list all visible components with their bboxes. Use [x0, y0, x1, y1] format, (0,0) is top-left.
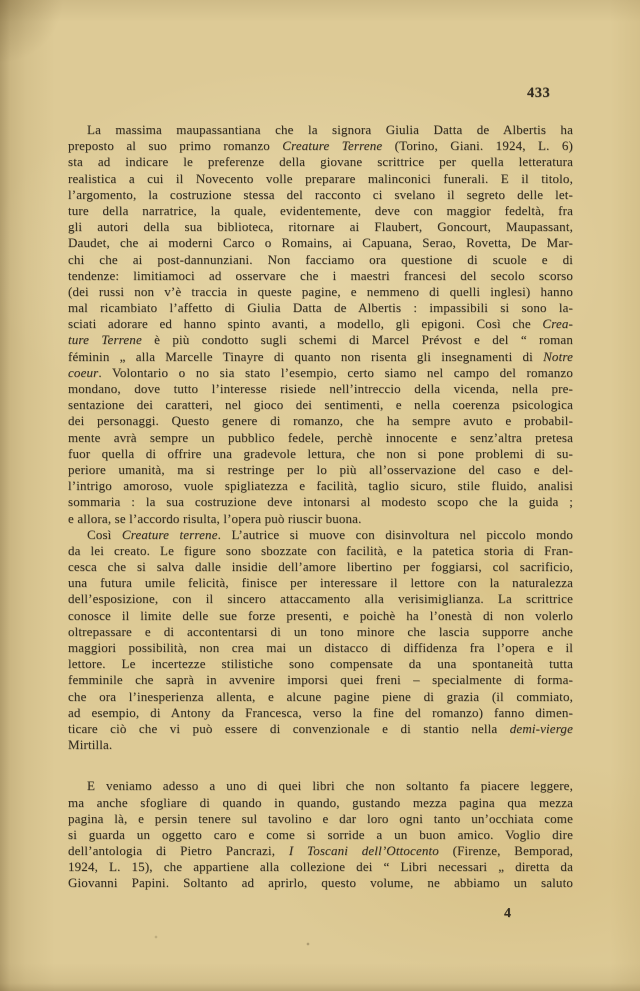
- text-run: Giovanni Papini. Soltanto ad aprirlo, questo volume, ne abbiamo un saluto: [68, 875, 573, 891]
- text-run: femminile che saprà in avvenire imporsi quei freni – specialmente di forma-: [68, 672, 573, 688]
- text-run: pagina là, e persin tenere sul tavolino e dar loro ogni tanto un’occhiata come: [68, 810, 573, 826]
- text-run: sta ad indicare le preferenze della giovane scrittrice per quella letteratura: [68, 154, 573, 170]
- paragraph: [68, 122, 573, 527]
- text-line: [68, 462, 573, 478]
- text-run: ture della narratrice, la quale, evidentemente, deve con maggior fedeltà, fra: [68, 202, 573, 218]
- text-line: [68, 511, 573, 527]
- text-line: [68, 875, 573, 891]
- text-run: che ora l’inesperienza allenta, e alcune pagine piene di grazia (il commiato,: [68, 688, 573, 704]
- text-line: [68, 656, 573, 672]
- text-run: . L’autrice si muove con disinvoltura nel piccolo mondo: [217, 526, 574, 542]
- text-line: [68, 843, 573, 859]
- text-line: [68, 624, 573, 640]
- text-run: Così: [87, 526, 122, 542]
- text-line: [68, 349, 573, 365]
- text-line: [68, 332, 573, 348]
- text-run: è più condotto sugli schemi di Marcel Prévost e del “ roman: [141, 332, 573, 348]
- text-line: [68, 365, 573, 381]
- text-run: féminin „ alla Marcelle Tinayre di quanto non risenta gli insegnamenti di: [68, 348, 544, 364]
- text-run: Mirtilla.: [68, 737, 113, 753]
- text-line: [68, 640, 573, 656]
- text-run: . Volontario o no sia stato l’esempio, certo siamo nel campo del romanzo: [98, 364, 573, 380]
- text-run: una futura umile felicità, finisce per interessare il lettore con la naturalezza: [68, 575, 573, 591]
- text-run: Daudet, che ai moderni Carco o Romains, ai Capuana, Serao, Rovetta, De Mar-: [68, 235, 573, 251]
- text-line: [68, 705, 573, 721]
- text-line: [68, 171, 573, 187]
- text-line: [68, 721, 573, 737]
- text-run: La massima maupassantiana che la signora Giulia Datta de Albertis ha: [87, 122, 573, 137]
- text-run: ma anche sfogliare di quando in quando, gustando mezza pagina qua mezza: [68, 794, 573, 810]
- text-run: periore umanità, ma si restringe per lo più all’osservazione del caso e del-: [68, 461, 573, 477]
- text-line: [68, 154, 573, 170]
- text-run: sciati adorare ed hanno spinto avanti, a modello, gli epigoni. Così che: [68, 316, 543, 332]
- page-number: 433: [527, 85, 551, 101]
- text-run: conosce il limite delle sue forze presenti, e poichè ha l’onestà di non volerlo: [68, 607, 573, 623]
- text-run: gli autori della sua biblioteca, ritornare ai Flaubert, Goncourt, Maupassant,: [68, 219, 573, 235]
- text-run: mente avrà sempre un pubblico fedele, perchè innocente e senz’altra pretesa: [68, 429, 573, 445]
- text-line: [68, 138, 573, 154]
- text-line: [68, 397, 573, 413]
- text-run: si guarda un oggetto caro e come si sorride a un buon amico. Voglio dire: [68, 826, 573, 842]
- text-run: (Firenze, Bemporad,: [438, 843, 574, 859]
- text-line: [68, 778, 573, 794]
- text-line: [68, 252, 573, 268]
- italic-text-run: Creature terrene: [121, 526, 218, 542]
- text-line: [68, 827, 573, 843]
- text-run: mal ricambiato l’affetto di Giulia Datta de Albertis : impassibili si sono la-: [68, 300, 573, 316]
- text-run: e allora, se l’accordo risulta, l’opera può riuscir buona.: [68, 510, 362, 526]
- text-run: ad esempio, di Antony da Francesca, verso la fine del romanzo) fanno dimen-: [68, 704, 573, 720]
- paragraph: [68, 778, 573, 891]
- text-run: dei personaggi. Questo genere di romanzo, che ha sempre avuto e probabil-: [68, 413, 573, 429]
- text-line: [68, 795, 573, 811]
- text-line: [68, 608, 573, 624]
- text-run: (Torino, Giani. 1924, L. 6): [382, 138, 573, 154]
- text-run: da lei creato. Le figure sono sbozzate con facilità, e la patetica storia di Fran-: [68, 542, 573, 558]
- text-line: [68, 672, 573, 688]
- italic-text-run: Creature Terrene: [282, 138, 383, 154]
- italic-text-run: ture Terrene: [68, 332, 142, 348]
- text-line: [68, 300, 573, 316]
- text-line: [68, 591, 573, 607]
- text-run: fuor quella di offrire una gradevole lettura, che non si pone problemi di su-: [68, 445, 573, 461]
- text-run: 1924, L. 15), che appartiene alla collezione dei “ Libri necessari „ diretta da: [68, 859, 573, 875]
- text-line: [68, 737, 573, 753]
- italic-text-run: Crea-: [542, 316, 573, 332]
- text-run: oltrepassare e di accontentarsi di un tono minore che lascia supporre anche: [68, 623, 573, 639]
- text-line: [68, 187, 573, 203]
- text-line: [68, 494, 573, 510]
- italic-text-run: demi-vierge: [509, 720, 573, 736]
- text-run: sommaria : la sua costruzione deve intonarsi al modesto scopo che la guida ;: [68, 494, 573, 510]
- text-run: maggiori possibilità, non crea mai un distacco di diffidenza fra l’opera e il: [68, 640, 573, 655]
- text-line: [68, 235, 573, 251]
- text-line: [68, 430, 573, 446]
- text-run: l’intrigo amoroso, vuole spigliatezza e facilità, taglio sicuro, stile fluido, analisi: [68, 478, 573, 494]
- text-line: [68, 413, 573, 429]
- text-line: [68, 575, 573, 591]
- text-line: [68, 122, 573, 138]
- text-run: dell’esposizione, con il sincero attaccamento alla verisimiglianza. La scrittrice: [68, 591, 573, 607]
- text-line: [68, 859, 573, 875]
- text-run: sentazione dei caratteri, nel gioco dei sentimenti, e nella coerenza psicologica: [68, 397, 573, 413]
- text-run: tendenze: limitiamoci ad osservare che i maestri francesi del secolo scorso: [68, 267, 573, 283]
- text-line: [68, 381, 573, 397]
- text-line: [68, 316, 573, 332]
- text-run: preposto al suo primo romanzo: [68, 138, 283, 154]
- text-line: [68, 543, 573, 559]
- text-block: [68, 122, 573, 892]
- signature-number: 4: [504, 906, 511, 921]
- text-run: l’argomento, la costruzione stessa del racconto ci svelano il segreto delle let-: [68, 186, 573, 202]
- text-line: [68, 527, 573, 543]
- text-run: cesca che si salva dalle insidie dell’amore libertino per foggiarsi, col sacrificio,: [68, 559, 573, 575]
- italic-text-run: coeur: [68, 364, 99, 380]
- text-run: mondano, dove tutto l’interesse risiede nell’intreccio della vicenda, nella pre-: [68, 381, 573, 396]
- text-run: realistica a cui il Novecento volle preparare malinconici funerali. E il titolo,: [68, 170, 573, 186]
- text-line: [68, 811, 573, 827]
- text-run: chi che ai post-dannunziani. Non facciamo ora questione di scuole e di: [68, 251, 573, 267]
- text-line: [68, 219, 573, 235]
- text-line: [68, 268, 573, 284]
- text-run: (dei russi non v’è traccia in queste pagine, e nemmeno di quelli inglesi) hanno: [68, 283, 573, 299]
- text-run: E veniamo adesso a uno di quei libri che non soltanto fa piacere leggere,: [87, 778, 573, 794]
- italic-text-run: I Toscani dell’Ottocento: [288, 843, 439, 859]
- text-line: [68, 446, 573, 462]
- text-line: [68, 478, 573, 494]
- italic-text-run: Notre: [543, 348, 573, 364]
- paragraph: [68, 527, 573, 754]
- text-line: [68, 689, 573, 705]
- text-line: [68, 284, 573, 300]
- text-line: [68, 203, 573, 219]
- text-run: dell’antologia di Pietro Pancrazi,: [68, 843, 289, 859]
- text-run: ticare ciò che vi può essere di convenzionale e di stantio nella: [68, 720, 510, 736]
- text-run: lettore. Le incertezze stilistiche sono compensate da una spontaneità tutta: [68, 656, 573, 672]
- text-line: [68, 559, 573, 575]
